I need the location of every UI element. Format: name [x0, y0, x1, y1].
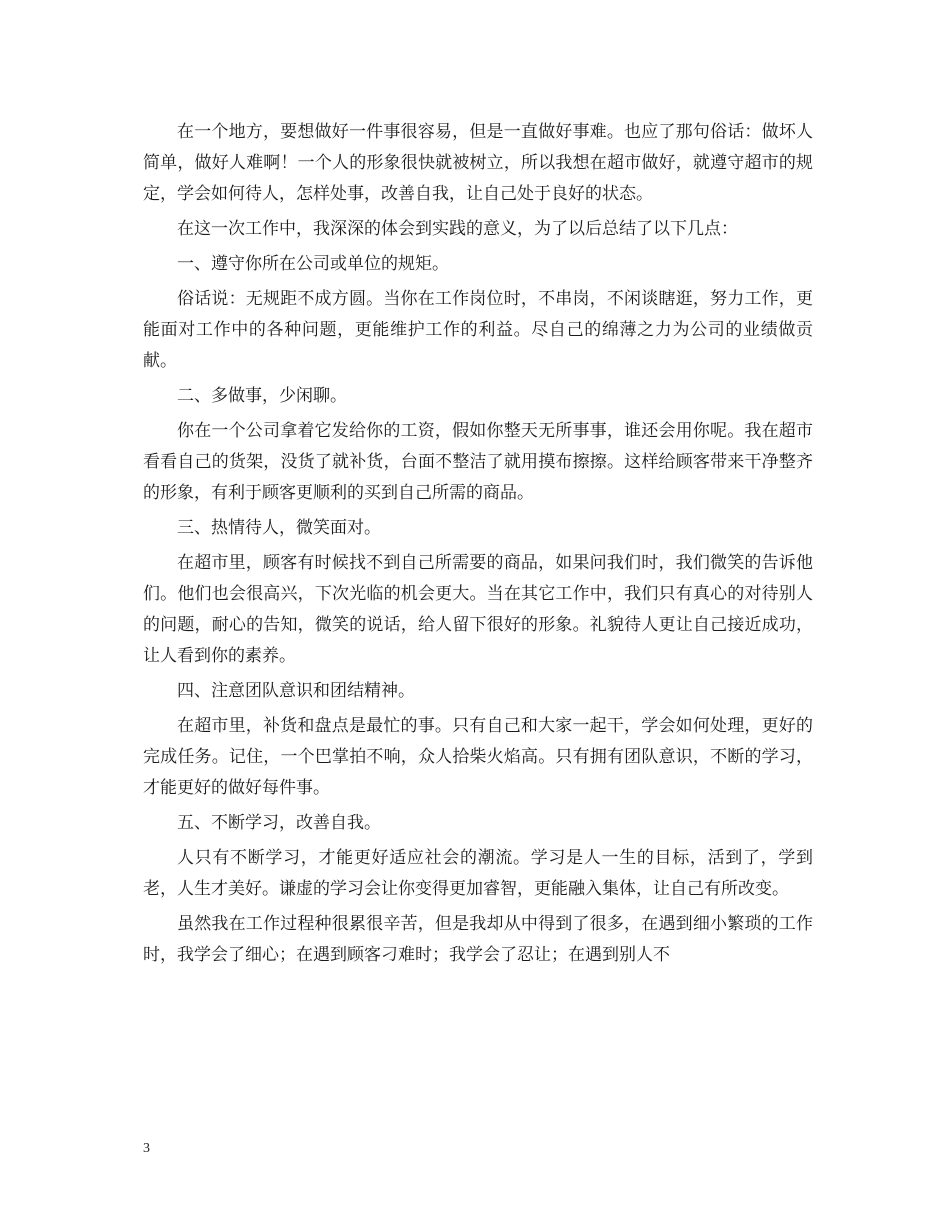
heading-point-1: 一、遵守你所在公司或单位的规矩。 — [177, 254, 449, 274]
paragraph-point-4: 在超市里，补货和盘点是最忙的事。只有自己和大家一起干，学会如何处理，更好的完成任务。记住，一个巴掌拍不响，众人拾柴火焰高。只有拥有团队意识，不断的学习，才能更好的做好每件事。 — [143, 716, 813, 798]
paragraph-point-5: 人只有不断学习，才能更好适应社会的潮流。学习是人一生的目标，活到了，学到老，人生才美好。谦虚的学习会让你变得更加睿智，更能融入集体，让自己有所改变。 — [143, 848, 813, 899]
heading-point-2: 二、多做事，少闲聊。 — [177, 386, 347, 406]
paragraph-point-2: 你在一个公司拿着它发给你的工资，假如你整天无所事事，谁还会用你呢。我在超市看看自己的货架，没货了就补货，台面不整洁了就用摸布擦擦。这样给顾客带来干净整齐的形象，有利于顾客更顺利的买到自己所需的商品。 — [143, 421, 813, 503]
paragraph-point-3: 在超市里，顾客有时候找不到自己所需要的商品，如果问我们时，我们微笑的告诉他们。他们也会很高兴，下次光临的机会更大。当在其它工作中，我们只有真心的对待别人的问题，耐心的告知，微笑的说话，给人留下很好的形象。礼貌待人更让自己接近成功，让人看到你的素养。 — [143, 553, 813, 666]
paragraph-summary-lead: 在这一次工作中，我深深的体会到实践的意义，为了以后总结了以下几点： — [177, 219, 738, 239]
heading-point-4: 四、注意团队意识和团结精神。 — [177, 681, 415, 701]
paragraph-conclusion: 虽然我在工作过程种很累很辛苦，但是我却从中得到了很多，在遇到细小繁琐的工作时，我学会了细心；在遇到顾客刁难时；我学会了忍让；在遇到别人不 — [143, 914, 813, 965]
heading-point-3: 三、热情待人，微笑面对。 — [177, 518, 381, 538]
page-number: 3 — [143, 1141, 150, 1156]
heading-point-5: 五、不断学习，改善自我。 — [177, 813, 381, 833]
paragraph-point-1: 俗话说：无规距不成方圆。当你在工作岗位时，不串岗，不闲谈瞎逛，努力工作，更能面对工作中的各种问题，更能维护工作的利益。尽自己的绵薄之力为公司的业绩做贡献。 — [143, 289, 813, 371]
paragraph-intro: 在一个地方，要想做好一件事很容易，但是一直做好事难。也应了那句俗话：做坏人简单，做好人难啊！一个人的形象很快就被树立，所以我想在超市做好，就遵守超市的规定，学会如何待人，怎样处事，改善自我，让自己处于良好的状态。 — [143, 122, 813, 204]
document-body — [143, 117, 813, 975]
